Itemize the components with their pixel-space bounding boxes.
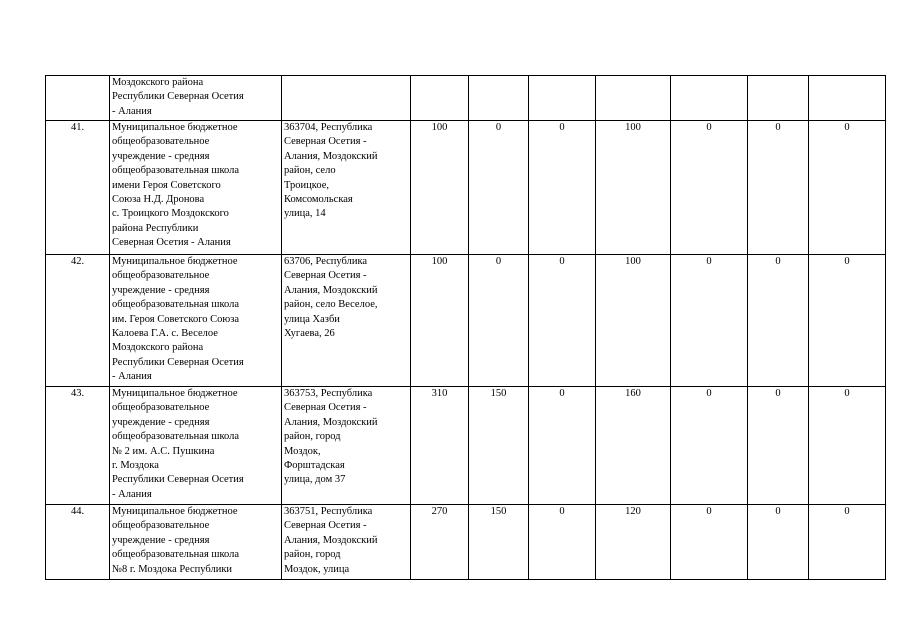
school-name: Моздокского района Республики Северная Осетия - Алания (110, 76, 282, 121)
row-number (46, 76, 110, 121)
value-cell (671, 76, 748, 121)
value-cell (469, 76, 529, 121)
value-cell: 150 (469, 387, 529, 505)
school-address: 63706, Республика Северная Осетия - Алания, Моздокский район, село Веселое, улица Хазби Хугаева, 26 (282, 255, 411, 387)
value-cell: 160 (596, 387, 671, 505)
school-address: 363751, Республика Северная Осетия - Алания, Моздокский район, город Моздок, улица (282, 505, 411, 580)
value-cell: 0 (748, 387, 809, 505)
row-number: 42. (46, 255, 110, 387)
value-cell: 0 (529, 255, 596, 387)
school-name: Муниципальное бюджетное общеобразовательное учреждение - средняя общеобразовательная школа №8 г. Моздока Республики (110, 505, 282, 580)
schools-table (45, 75, 886, 580)
value-cell: 100 (411, 121, 469, 255)
value-cell (809, 76, 886, 121)
table-row (46, 505, 886, 580)
value-cell: 100 (596, 121, 671, 255)
row-number: 44. (46, 505, 110, 580)
value-cell: 100 (411, 255, 469, 387)
table-row (46, 76, 886, 121)
value-cell: 310 (411, 387, 469, 505)
school-name: Муниципальное бюджетное общеобразовательное учреждение - средняя общеобразовательная школа им. Героя Советского Союза Калоева Г.А. с. Веселое Моздокского района Республики Северная Осетия - Алания (110, 255, 282, 387)
value-cell: 0 (809, 121, 886, 255)
value-cell: 270 (411, 505, 469, 580)
value-cell: 0 (469, 121, 529, 255)
table-row (46, 387, 886, 505)
value-cell (748, 76, 809, 121)
school-address: 363753, Республика Северная Осетия - Алания, Моздокский район, город Моздок, Форштадская улица, дом 37 (282, 387, 411, 505)
value-cell: 0 (671, 255, 748, 387)
value-cell: 0 (671, 505, 748, 580)
value-cell (411, 76, 469, 121)
value-cell: 0 (809, 255, 886, 387)
value-cell: 0 (529, 387, 596, 505)
value-cell: 0 (671, 121, 748, 255)
value-cell: 150 (469, 505, 529, 580)
value-cell: 0 (469, 255, 529, 387)
value-cell (596, 76, 671, 121)
value-cell: 0 (529, 505, 596, 580)
table-row (46, 121, 886, 255)
row-number: 41. (46, 121, 110, 255)
school-address: 363704, Республика Северная Осетия - Алания, Моздокский район, село Троицкое, Комсомольская улица, 14 (282, 121, 411, 255)
row-number: 43. (46, 387, 110, 505)
value-cell: 0 (809, 387, 886, 505)
value-cell: 0 (529, 121, 596, 255)
value-cell: 0 (748, 121, 809, 255)
value-cell: 0 (748, 505, 809, 580)
school-name: Муниципальное бюджетное общеобразовательное учреждение - средняя общеобразовательная школа имени Героя Советского Союза Н.Д. Дронова с. Троицкого Моздокского района Республики Северная Осетия - Алания (110, 121, 282, 255)
value-cell: 0 (809, 505, 886, 580)
value-cell: 120 (596, 505, 671, 580)
value-cell: 100 (596, 255, 671, 387)
table-row (46, 255, 886, 387)
value-cell (529, 76, 596, 121)
value-cell: 0 (748, 255, 809, 387)
value-cell: 0 (671, 387, 748, 505)
school-name: Муниципальное бюджетное общеобразовательное учреждение - средняя общеобразовательная школа № 2 им. А.С. Пушкина г. Моздока Республики Северная Осетия - Алания (110, 387, 282, 505)
school-address (282, 76, 411, 121)
